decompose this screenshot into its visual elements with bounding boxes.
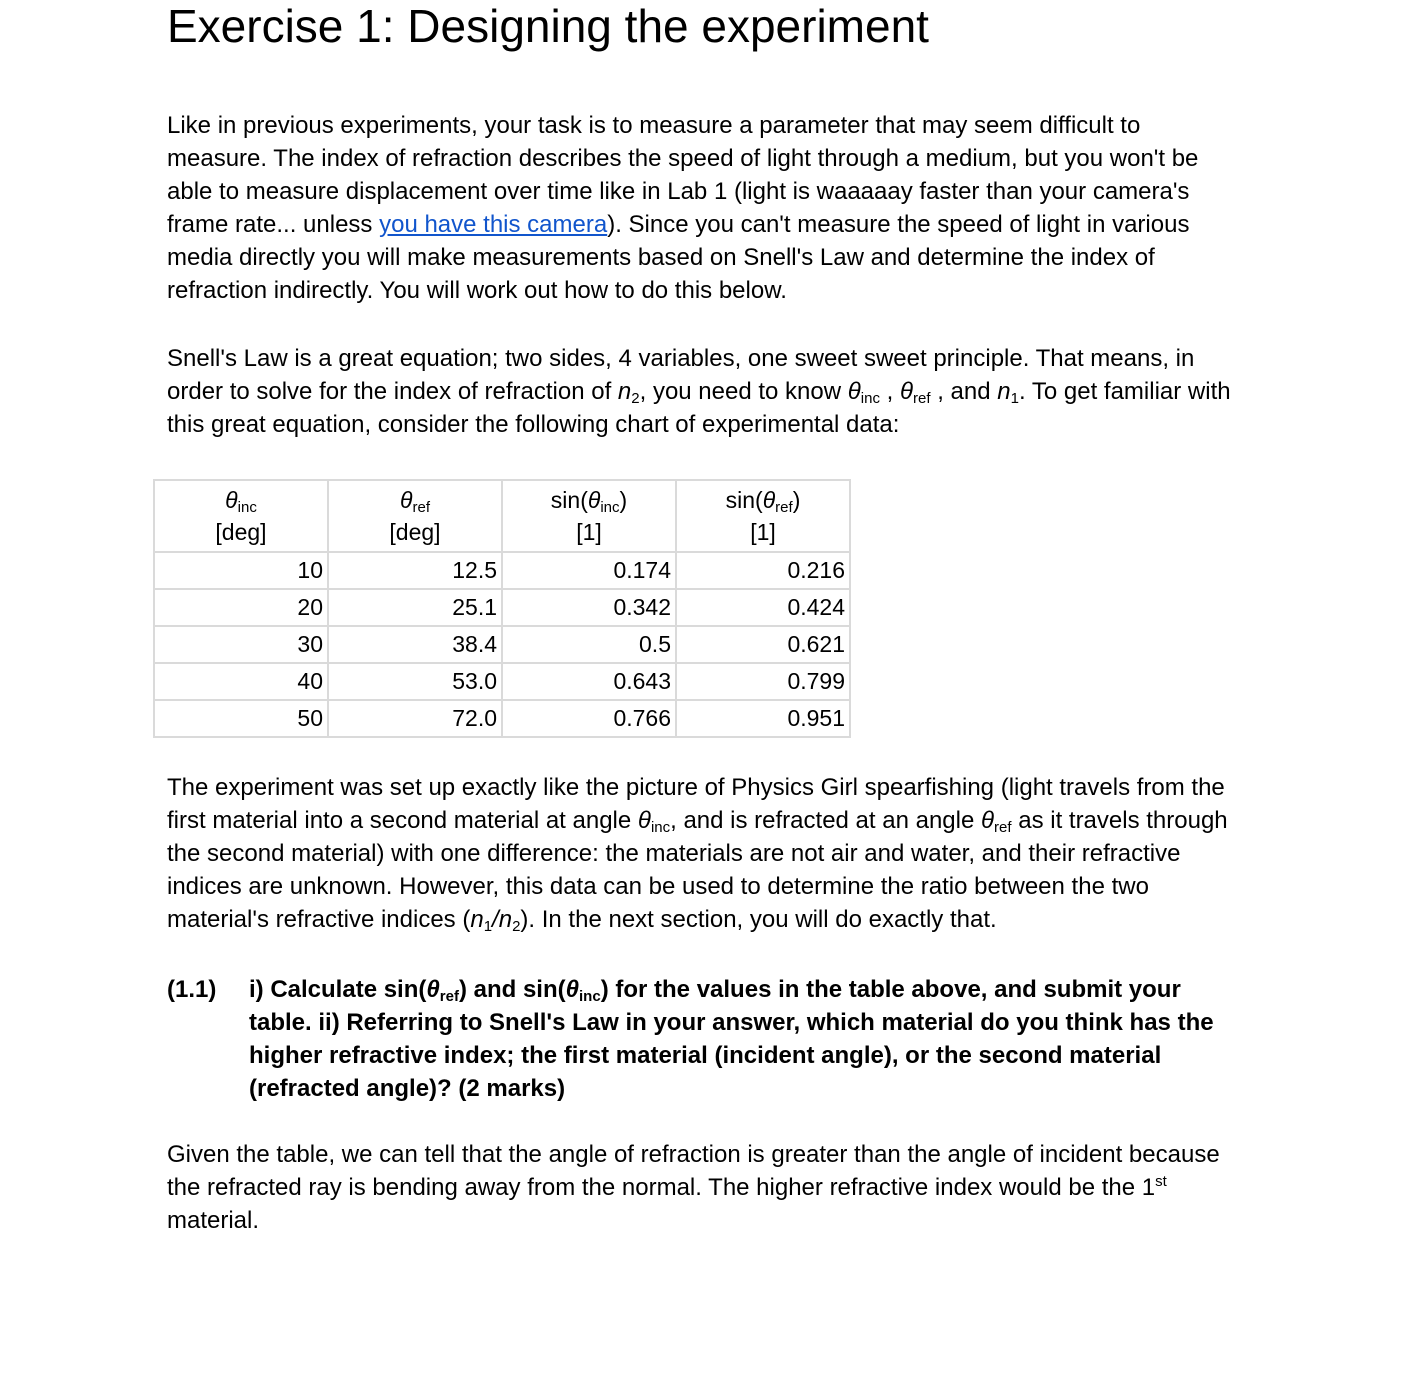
snell-text-3: , bbox=[879, 378, 900, 405]
table-cell: 50 bbox=[154, 700, 328, 737]
exp-text-4: ). In the next section, you will do exactly that. bbox=[520, 906, 997, 933]
n-symbol: n bbox=[617, 378, 632, 405]
table-cell: 40 bbox=[154, 663, 328, 700]
subscript-ref: ref bbox=[439, 988, 459, 1005]
subscript-inc: inc bbox=[579, 988, 601, 1005]
superscript-st: st bbox=[1155, 1173, 1167, 1190]
snells-law-paragraph bbox=[167, 342, 1247, 441]
table-header-row bbox=[154, 480, 850, 552]
snell-text-5: . To get familiar with this great equation, consider the following chart of experimental data: bbox=[167, 378, 1231, 438]
theta-symbol: θ bbox=[426, 976, 440, 1003]
header-sin-theta-inc: $\sin(\theta_{inc})$ [1] bbox=[502, 480, 676, 552]
table-cell: 0.5 bbox=[502, 626, 676, 663]
table-row bbox=[154, 589, 850, 626]
exp-text-2: , and is refracted at an angle bbox=[670, 807, 981, 834]
subscript-ref: ref bbox=[913, 390, 931, 407]
table-cell: 0.216 bbox=[676, 552, 850, 589]
intro-text-2: ). Since you can't measure the speed of light in various media directly you will make measurements based on Snell's Law and determine the index of refraction indirectly. You will work out how to do this below. bbox=[167, 211, 1190, 304]
question-text-2: ) and sin( bbox=[458, 976, 566, 1003]
table-cell: 0.951 bbox=[676, 700, 850, 737]
snell-text-1: Snell's Law is a great equation; two sides, 4 variables, one sweet sweet principle. That means, in order to solve for the index of refraction of bbox=[167, 345, 1195, 405]
page-title: Exercise 1: Designing the experiment bbox=[167, 0, 929, 52]
header-theta-inc: $\theta_{inc}$ [deg] bbox=[154, 480, 328, 552]
subscript-1: 1 bbox=[483, 918, 493, 935]
snell-text-4: , and bbox=[930, 378, 998, 405]
table-row bbox=[154, 700, 850, 737]
table-cell: 25.1 bbox=[328, 589, 502, 626]
intro-paragraph bbox=[167, 109, 1247, 307]
table-cell: 10 bbox=[154, 552, 328, 589]
theta-symbol: θ bbox=[847, 378, 861, 405]
camera-link[interactable]: you have this camera bbox=[379, 211, 608, 238]
header-theta-ref: $\theta_{ref}$ [deg] bbox=[328, 480, 502, 552]
table-cell: 0.621 bbox=[676, 626, 850, 663]
subscript-2: 2 bbox=[512, 918, 521, 935]
n-symbol: n bbox=[470, 906, 484, 933]
table-cell: 0.342 bbox=[502, 589, 676, 626]
exp-text-3: as it travels through the second material) with one difference: the materials are not air and water, and their refractive indices are unknown. However, this data can be used to determine the ratio between the two material's refractive indices ( bbox=[167, 807, 1228, 933]
snell-text-2: , you need to know bbox=[639, 378, 848, 405]
table-cell: 0.174 bbox=[502, 552, 676, 589]
subscript-ref: ref bbox=[994, 819, 1012, 836]
table-cell: 12.5 bbox=[328, 552, 502, 589]
question-text-1: i) Calculate sin( bbox=[249, 976, 427, 1003]
table-cell: 0.766 bbox=[502, 700, 676, 737]
data-table bbox=[153, 479, 851, 738]
subscript-1: 1 bbox=[1010, 390, 1019, 407]
exp-text-1: The experiment was set up exactly like the picture of Physics Girl spearfishing (light travels from the first material into a second material at angle bbox=[167, 774, 1225, 834]
theta-symbol: θ bbox=[565, 976, 580, 1003]
n-symbol: n bbox=[498, 906, 513, 933]
answer-text-1: Given the table, we can tell that the angle of refraction is greater than the angle of incident because the refracted ray is bending away from the normal. The higher refractive index would be the 1 bbox=[167, 1141, 1220, 1201]
table-cell: 20 bbox=[154, 589, 328, 626]
theta-symbol: θ bbox=[899, 378, 914, 405]
answer-paragraph bbox=[167, 1138, 1247, 1237]
answer-text-2: material. bbox=[167, 1207, 260, 1234]
theta-symbol: θ bbox=[637, 807, 651, 834]
table-cell: 72.0 bbox=[328, 700, 502, 737]
table-row bbox=[154, 552, 850, 589]
question-text bbox=[249, 973, 1247, 1105]
table-cell: 53.0 bbox=[328, 663, 502, 700]
n-symbol: n bbox=[997, 378, 1011, 405]
header-sin-theta-ref: $\sin(\theta_{ref})$ [1] bbox=[676, 480, 850, 552]
table-cell: 0.424 bbox=[676, 589, 850, 626]
data-table-container bbox=[153, 479, 851, 738]
table-cell: 0.643 bbox=[502, 663, 676, 700]
experiment-paragraph bbox=[167, 771, 1247, 936]
table-row bbox=[154, 663, 850, 700]
question-1-1 bbox=[167, 973, 1247, 1105]
subscript-inc: inc bbox=[650, 819, 671, 836]
table-cell: 38.4 bbox=[328, 626, 502, 663]
table-row bbox=[154, 626, 850, 663]
theta-symbol: θ bbox=[981, 807, 995, 834]
question-number: (1.1) bbox=[167, 976, 217, 1003]
slash: / bbox=[492, 906, 499, 933]
intro-text-1: Like in previous experiments, your task is to measure a parameter that may seem difficult to measure. The index of refraction describes the speed of light through a medium, but you won't be able to measure displacement over time like in Lab 1 (light is waaaaay faster than your camera's frame rate... unless bbox=[167, 112, 1199, 238]
subscript-2: 2 bbox=[631, 390, 640, 407]
table-cell: 0.799 bbox=[676, 663, 850, 700]
subscript-inc: inc bbox=[860, 390, 880, 407]
question-text-3: ) for the values in the table above, and submit your table. ii) Referring to Snell's Law in your answer, which material do you think has the higher refractive index; the first material (incident angle), or the second material (refracted angle)? (2 marks) bbox=[249, 976, 1214, 1102]
table-cell: 30 bbox=[154, 626, 328, 663]
